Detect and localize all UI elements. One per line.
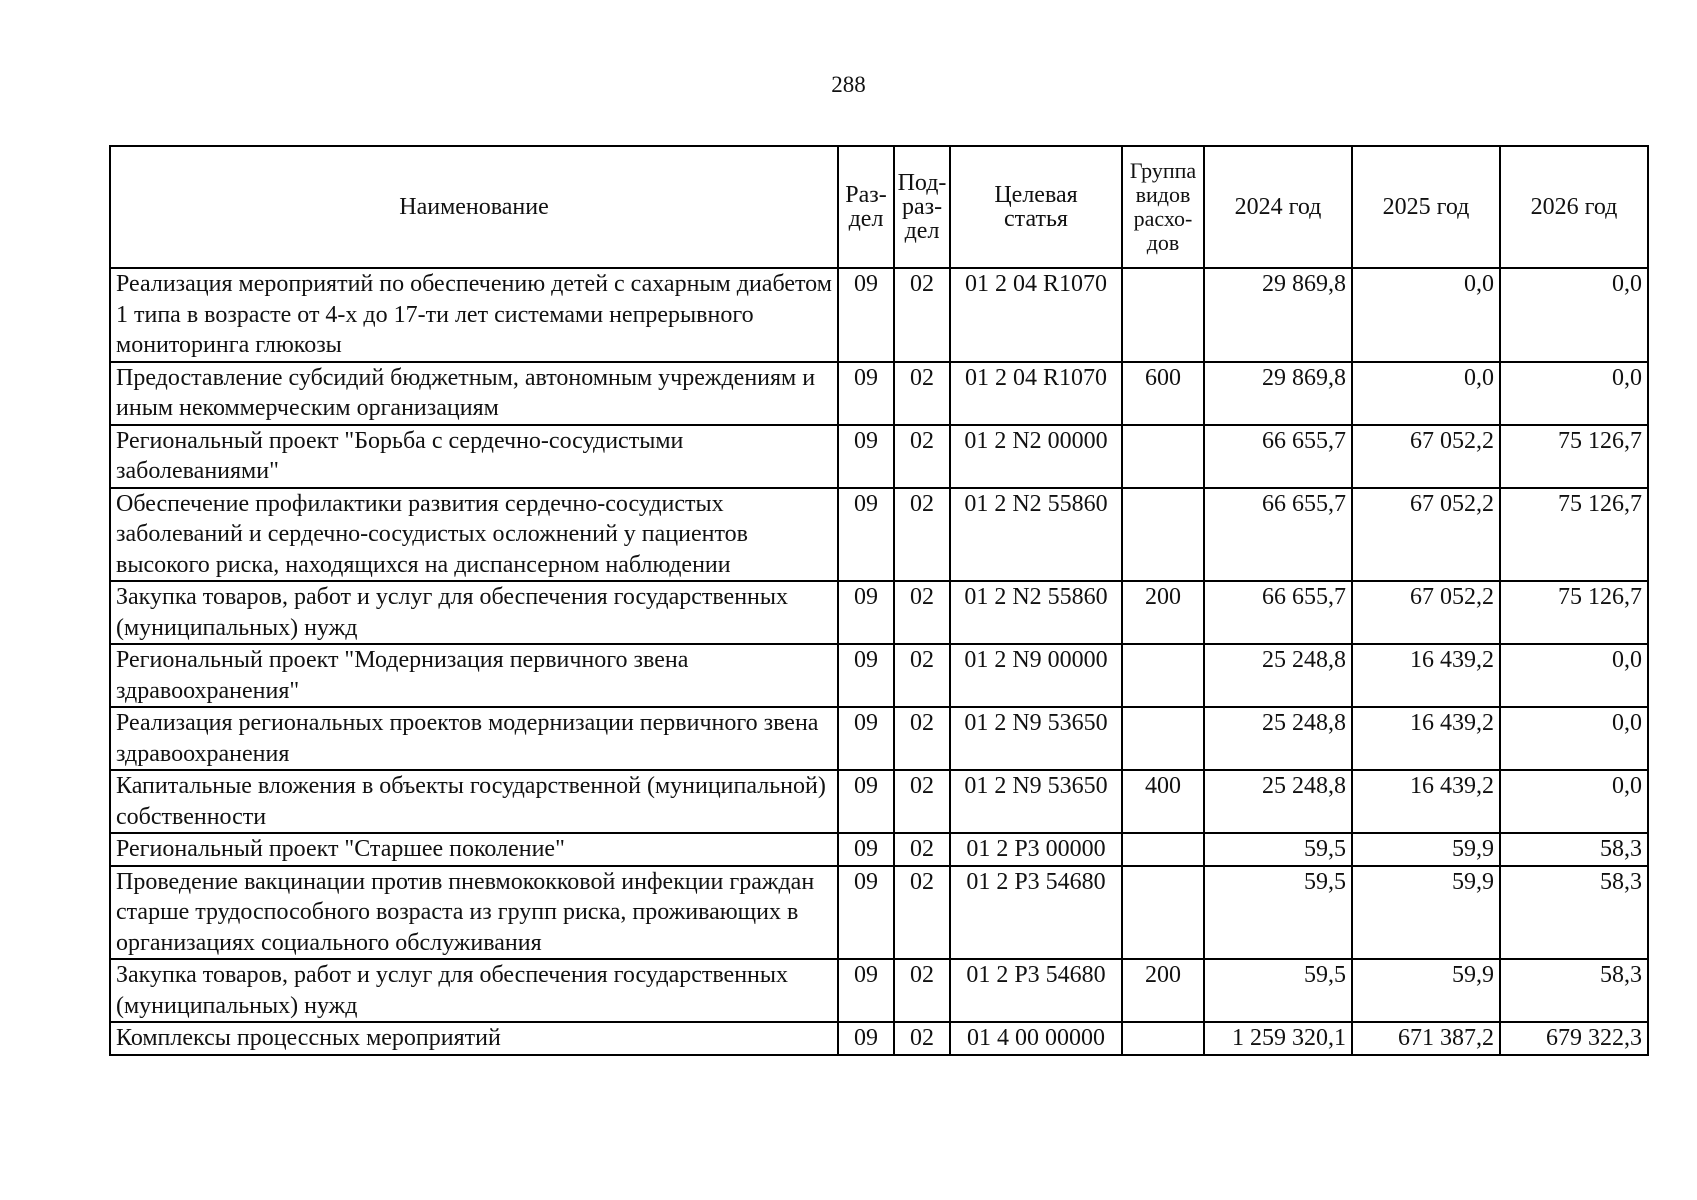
row-name: Региональный проект "Старшее поколение" — [110, 833, 838, 866]
header-group: Группа видов расхо- дов — [1122, 146, 1204, 268]
row-target: 01 2 P3 00000 — [950, 833, 1122, 866]
budget-table — [109, 145, 1649, 1056]
row-2024: 1 259 320,1 — [1204, 1022, 1352, 1055]
row-target: 01 2 P3 54680 — [950, 959, 1122, 1022]
row-section: 09 — [838, 770, 894, 833]
row-section: 09 — [838, 644, 894, 707]
row-2025: 59,9 — [1352, 833, 1500, 866]
row-target: 01 2 N9 00000 — [950, 644, 1122, 707]
row-name: Реализация мероприятий по обеспечению детей с сахарным диабетом 1 типа в возрасте от 4-х до 17-ти лет системами непрерывного мониторинга глюкозы — [110, 268, 838, 362]
table-row — [110, 707, 1648, 770]
row-group: 200 — [1122, 581, 1204, 644]
row-2025: 16 439,2 — [1352, 770, 1500, 833]
row-2024: 29 869,8 — [1204, 268, 1352, 362]
header-2024: 2024 год — [1204, 146, 1352, 268]
table-row — [110, 581, 1648, 644]
row-2024: 66 655,7 — [1204, 488, 1352, 582]
row-name: Предоставление субсидий бюджетным, автономным учреждениям и иным некоммерческим организациям — [110, 362, 838, 425]
table-row — [110, 362, 1648, 425]
row-group — [1122, 707, 1204, 770]
row-name: Обеспечение профилактики развития сердечно-сосудистых заболеваний и сердечно-сосудистых осложнений у пациентов высокого риска, находящихся на диспансерном наблюдении — [110, 488, 838, 582]
row-subsection: 02 — [894, 959, 950, 1022]
row-2024: 29 869,8 — [1204, 362, 1352, 425]
header-name: Наименование — [110, 146, 838, 268]
header-2026: 2026 год — [1500, 146, 1648, 268]
row-2026: 75 126,7 — [1500, 425, 1648, 488]
row-name: Региональный проект "Модернизация первичного звена здравоохранения" — [110, 644, 838, 707]
row-2024: 25 248,8 — [1204, 707, 1352, 770]
row-2025: 671 387,2 — [1352, 1022, 1500, 1055]
row-group: 600 — [1122, 362, 1204, 425]
row-2025: 67 052,2 — [1352, 425, 1500, 488]
header-section: Раз- дел — [838, 146, 894, 268]
row-name: Закупка товаров, работ и услуг для обеспечения государственных (муниципальных) нужд — [110, 959, 838, 1022]
row-name: Закупка товаров, работ и услуг для обеспечения государственных (муниципальных) нужд — [110, 581, 838, 644]
row-name: Капитальные вложения в объекты государственной (муниципальной) собственности — [110, 770, 838, 833]
row-section: 09 — [838, 488, 894, 582]
row-subsection: 02 — [894, 362, 950, 425]
row-target: 01 2 N2 55860 — [950, 581, 1122, 644]
header-target: Целевая статья — [950, 146, 1122, 268]
row-2026: 75 126,7 — [1500, 488, 1648, 582]
row-2026: 0,0 — [1500, 362, 1648, 425]
table-row — [110, 770, 1648, 833]
row-group — [1122, 866, 1204, 960]
row-2025: 59,9 — [1352, 866, 1500, 960]
row-2026: 58,3 — [1500, 959, 1648, 1022]
row-2026: 58,3 — [1500, 866, 1648, 960]
row-section: 09 — [838, 833, 894, 866]
table-row — [110, 425, 1648, 488]
row-subsection: 02 — [894, 866, 950, 960]
row-target: 01 2 N9 53650 — [950, 707, 1122, 770]
row-2026: 0,0 — [1500, 770, 1648, 833]
row-section: 09 — [838, 707, 894, 770]
table-row — [110, 833, 1648, 866]
row-subsection: 02 — [894, 707, 950, 770]
header-2025: 2025 год — [1352, 146, 1500, 268]
table-row — [110, 866, 1648, 960]
table-body — [110, 268, 1648, 1055]
row-target: 01 4 00 00000 — [950, 1022, 1122, 1055]
row-subsection: 02 — [894, 1022, 950, 1055]
row-name: Проведение вакцинации против пневмококковой инфекции граждан старше трудоспособного возраста из групп риска, проживающих в организациях социального обслуживания — [110, 866, 838, 960]
table-row — [110, 268, 1648, 362]
row-2025: 67 052,2 — [1352, 581, 1500, 644]
table-row — [110, 488, 1648, 582]
row-2026: 0,0 — [1500, 268, 1648, 362]
row-target: 01 2 N9 53650 — [950, 770, 1122, 833]
row-target: 01 2 N2 00000 — [950, 425, 1122, 488]
row-section: 09 — [838, 959, 894, 1022]
row-group — [1122, 644, 1204, 707]
row-group — [1122, 425, 1204, 488]
header-subsection: Под- раз- дел — [894, 146, 950, 268]
row-section: 09 — [838, 866, 894, 960]
row-group — [1122, 268, 1204, 362]
row-2025: 16 439,2 — [1352, 644, 1500, 707]
row-2024: 66 655,7 — [1204, 425, 1352, 488]
row-target: 01 2 N2 55860 — [950, 488, 1122, 582]
row-2026: 0,0 — [1500, 644, 1648, 707]
row-name: Региональный проект "Борьба с сердечно-сосудистыми заболеваниями" — [110, 425, 838, 488]
row-subsection: 02 — [894, 644, 950, 707]
row-subsection: 02 — [894, 833, 950, 866]
row-subsection: 02 — [894, 425, 950, 488]
row-target: 01 2 04 R1070 — [950, 362, 1122, 425]
header-row — [110, 146, 1648, 268]
row-group: 400 — [1122, 770, 1204, 833]
row-section: 09 — [838, 1022, 894, 1055]
row-group — [1122, 1022, 1204, 1055]
row-section: 09 — [838, 425, 894, 488]
row-subsection: 02 — [894, 268, 950, 362]
row-group — [1122, 833, 1204, 866]
row-target: 01 2 P3 54680 — [950, 866, 1122, 960]
row-2025: 67 052,2 — [1352, 488, 1500, 582]
row-section: 09 — [838, 268, 894, 362]
row-name: Комплексы процессных мероприятий — [110, 1022, 838, 1055]
row-2025: 0,0 — [1352, 362, 1500, 425]
table-row — [110, 644, 1648, 707]
table-row — [110, 959, 1648, 1022]
row-subsection: 02 — [894, 581, 950, 644]
row-2024: 59,5 — [1204, 866, 1352, 960]
row-2024: 25 248,8 — [1204, 770, 1352, 833]
row-section: 09 — [838, 362, 894, 425]
row-subsection: 02 — [894, 770, 950, 833]
row-section: 09 — [838, 581, 894, 644]
row-2026: 75 126,7 — [1500, 581, 1648, 644]
row-2026: 0,0 — [1500, 707, 1648, 770]
page-number: 288 — [831, 72, 866, 97]
row-2024: 25 248,8 — [1204, 644, 1352, 707]
row-2024: 66 655,7 — [1204, 581, 1352, 644]
row-target: 01 2 04 R1070 — [950, 268, 1122, 362]
row-name: Реализация региональных проектов модернизации первичного звена здравоохранения — [110, 707, 838, 770]
row-2024: 59,5 — [1204, 959, 1352, 1022]
row-2025: 59,9 — [1352, 959, 1500, 1022]
row-2024: 59,5 — [1204, 833, 1352, 866]
row-2025: 16 439,2 — [1352, 707, 1500, 770]
row-group — [1122, 488, 1204, 582]
row-group: 200 — [1122, 959, 1204, 1022]
table-row — [110, 1022, 1648, 1055]
row-2026: 679 322,3 — [1500, 1022, 1648, 1055]
row-2025: 0,0 — [1352, 268, 1500, 362]
row-2026: 58,3 — [1500, 833, 1648, 866]
row-subsection: 02 — [894, 488, 950, 582]
